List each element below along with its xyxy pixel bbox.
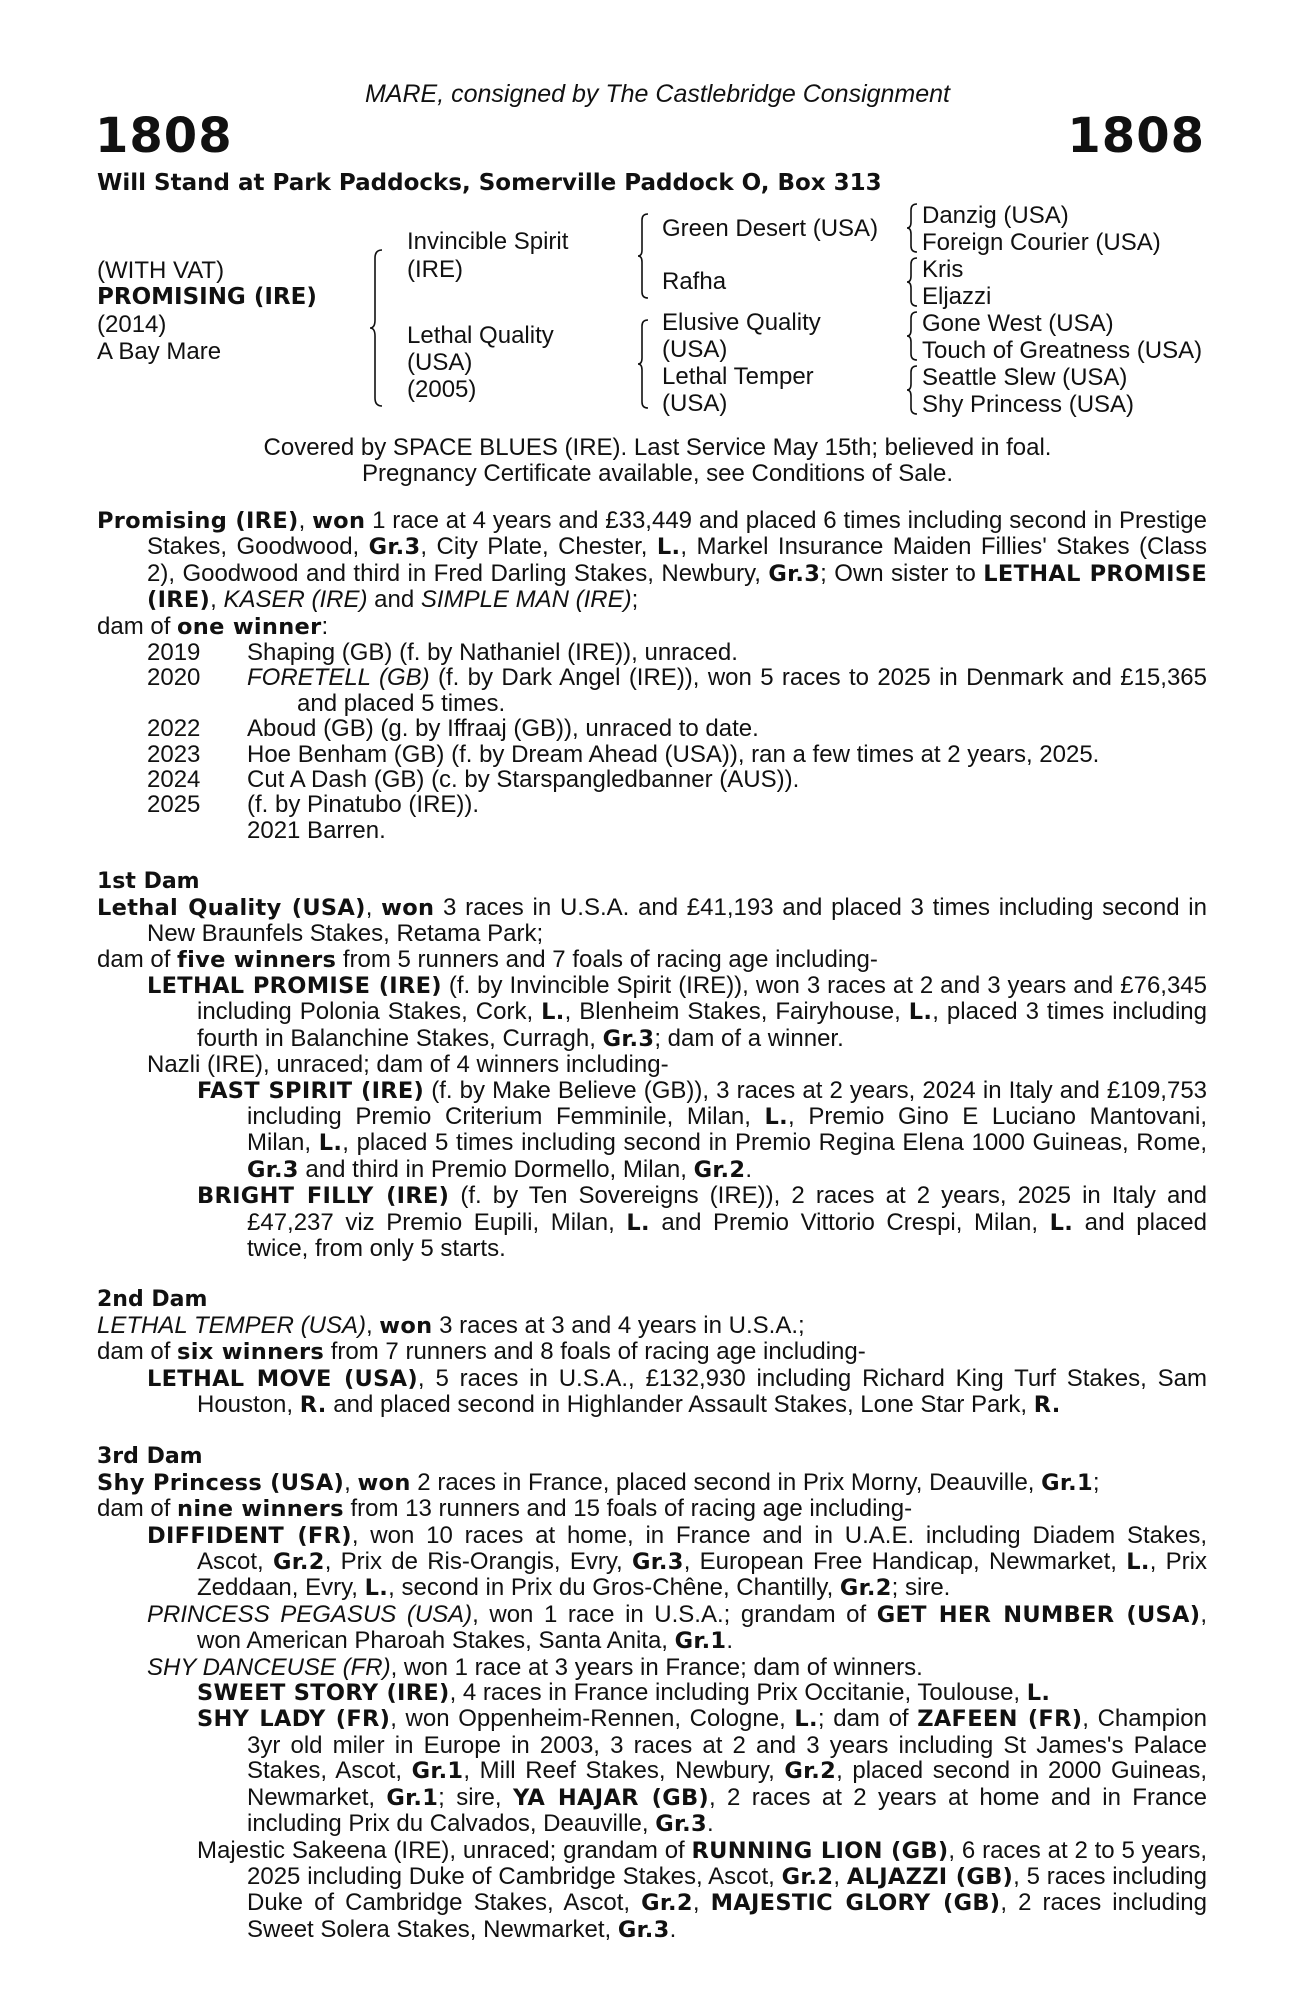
grand-produce: Majestic Sakeena (IRE), unraced; grandam of RUNNING LION (GB), 6 races at 2 to 5 years, 2025 including Duke of Cambridge Stakes, Ascot, Gr.2, ALJAZZI (GB), 5 races including Duke of Cambridge Stakes, Ascot, Gr.2, MAJESTIC GLORY (GB), 2 races including Sweet Solera Stakes, Newmarket, Gr.3. — [197, 1836, 1208, 1943]
mare-name-heading: Promising (IRE) — [97, 508, 299, 534]
produce-row: 2024 Cut A Dash (GB) (c. by Starspangledbanner (AUS)). — [147, 766, 800, 794]
brace-parents — [368, 248, 388, 408]
dam-sire: Elusive Quality — [662, 309, 821, 336]
produce-row: 2022 Aboud (GB) (g. by Iffraaj (GB)), unraced to date. — [147, 715, 759, 743]
third-dam-produce: SHY DANCEUSE (FR), won 1 race at 3 years in France; dam of winners. — [147, 1653, 923, 1681]
consignment-heading: MARE, consigned by The Castlebridge Consignment — [364, 80, 951, 108]
dam-sire-country: (USA) — [662, 336, 728, 363]
grand-produce: FAST SPIRIT (IRE) (f. by Make Believe (GB)), 3 races at 2 years, 2024 in Italy and £109,753 including Premio Criterium Femminile, Milan, L., Premio Gino E Luciano Mantovani, Milan, L., placed 5 times including second in Premio Regina Elena 1000 Guineas, Rome, Gr.3 and third in Premio Dormello, Milan, Gr.2. — [197, 1076, 1208, 1183]
brace-gen3-3 — [905, 310, 923, 362]
produce-row: 2020 FORETELL (GB) (f. by Dark Angel (IRE)), won 5 races to 2025 in Denmark and £15,365 and placed 5 times. — [147, 664, 1207, 717]
mare-description: A Bay Mare — [97, 338, 222, 365]
stand-location: Will Stand at Park Paddocks, Somerville Paddock O, Box 313 — [97, 170, 882, 196]
grand-produce: SHY LADY (FR), won Oppenheim-Rennen, Cologne, L.; dam of ZAFEEN (FR), Champion 3yr old miler in Europe in 2003, 3 races at 2 and 3 years including St James's Palace Stakes, Ascot, Gr.1, Mill Reef Stakes, Newbury, Gr.2, placed second in 2000 Guineas, Newmarket, Gr.1; sire, YA HAJAR (GB), 2 races at 2 years at home and in France including Prix du Calvados, Deauville, Gr.3. — [197, 1705, 1208, 1838]
gen3-dsd: Touch of Greatness (USA) — [922, 337, 1203, 364]
grand-produce: BRIGHT FILLY (IRE) (f. by Ten Sovereigns (IRE)), 2 races at 2 years, 2025 in Italy and £47,237 viz Premio Eupili, Milan, L. and Premio Vittorio Crespi, Milan, L. and placed twice, from only 5 starts. — [197, 1182, 1207, 1262]
sire-name: Invincible Spirit — [407, 228, 569, 255]
gen3-sds: Kris — [922, 256, 964, 283]
sire-country: (IRE) — [407, 256, 463, 283]
third-dam-heading: 3rd Dam — [97, 1444, 203, 1470]
dam-dam-country: (USA) — [662, 390, 728, 417]
gen3-sss: Danzig (USA) — [922, 202, 1069, 229]
brace-dam-line — [636, 318, 654, 410]
gen3-ssd: Foreign Courier (USA) — [922, 229, 1161, 256]
brace-gen3-1 — [905, 202, 923, 254]
grand-produce: SWEET STORY (IRE), 4 races in France including Prix Occitanie, Toulouse, L. — [197, 1679, 1051, 1707]
brace-gen3-2 — [905, 256, 923, 308]
first-dam-heading: 1st Dam — [97, 869, 200, 895]
mare-race-record: Promising (IRE), won 1 race at 4 years and £33,449 and placed 6 times including second in Prestige Stakes, Goodwood, Gr.3, City Plate, Chester, L., Markel Insurance Maiden Fillies' Stakes (Class 2), Goodwood and third in Fred Darling Stakes, Newbury, Gr.3; Own sister to LETHAL PROMISE (IRE), KASER (IRE) and SIMPLE MAN (IRE); — [97, 507, 1208, 614]
second-dam-produce: LETHAL MOVE (USA), 5 races in U.S.A., £132,930 including Richard King Turf Stakes, Sam Houston, R. and placed second in Highlander Assault Stakes, Lone Star Park, R. — [147, 1364, 1207, 1418]
third-dam-produce: DIFFIDENT (FR), won 10 races at home, in France and in U.A.E. including Diadem Stakes, Ascot, Gr.2, Prix de Ris-Orangis, Evry, Gr.3, European Free Handicap, Newmarket, L., Prix Zeddaan, Evry, L., second in Prix du Gros-Chêne, Chantilly, Gr.2; sire. — [147, 1521, 1208, 1602]
dam-name: Lethal Quality — [407, 322, 554, 349]
first-dam-produce: LETHAL PROMISE (IRE) (f. by Invincible Spirit (IRE)), won 3 races at 2 and 3 years and £76,345 including Polonia Stakes, Cork, L., Blenheim Stakes, Fairyhouse, L., placed 3 times including fourth in Balanchine Stakes, Curragh, Gr.3; dam of a winner. — [147, 971, 1207, 1052]
gen3-sdd: Eljazzi — [922, 283, 992, 310]
lot-number-right: 1808 — [1067, 108, 1205, 164]
pregnancy-note: Pregnancy Certificate available, see Conditions of Sale. — [362, 460, 953, 487]
first-dam-record: Lethal Quality (USA), won 3 races in U.S.A. and £41,193 and placed 3 times including second in New Braunfels Stakes, Retama Park; — [97, 893, 1207, 948]
barren-row: 2021 Barren. — [247, 816, 386, 844]
produce-row: 2025 (f. by Pinatubo (IRE)). — [147, 791, 480, 819]
gen3-dds: Seattle Slew (USA) — [922, 364, 1128, 391]
second-dam-heading: 2nd Dam — [97, 1287, 208, 1313]
brace-gen3-4 — [905, 364, 923, 416]
dam-dam: Lethal Temper — [662, 363, 814, 390]
first-dam-produce: Nazli (IRE), unraced; dam of 4 winners including- — [147, 1051, 669, 1079]
covering-note: Covered by SPACE BLUES (IRE). Last Service May 15th; believed in foal. — [263, 434, 1052, 461]
produce-row: 2023 Hoe Benham (GB) (f. by Dream Ahead (USA)), ran a few times at 2 years, 2025. — [147, 740, 1100, 768]
vat-note: (WITH VAT) — [97, 257, 225, 284]
mare-name: PROMISING (IRE) — [97, 284, 317, 310]
third-dam-of: dam of nine winners from 13 runners and 15 foals of racing age including- — [97, 1495, 913, 1523]
second-dam-record: LETHAL TEMPER (USA), won 3 races at 3 and 4 years in U.S.A.; — [97, 1311, 805, 1339]
first-dam-of: dam of five winners from 5 runners and 7 foals of racing age including- — [97, 945, 878, 973]
produce-list — [97, 640, 1207, 843]
gen3-dss: Gone West (USA) — [922, 310, 1114, 337]
sire-sire: Green Desert (USA) — [662, 215, 879, 242]
mare-year: (2014) — [97, 311, 167, 338]
brace-sire-line — [636, 212, 654, 300]
third-dam-produce: PRINCESS PEGASUS (USA), won 1 race in U.S.A.; grandam of GET HER NUMBER (USA), won American Pharoah Stakes, Santa Anita, Gr.1. — [147, 1600, 1207, 1655]
produce-record — [97, 508, 1207, 1943]
lot-number-left: 1808 — [95, 108, 233, 164]
second-dam-of: dam of six winners from 7 runners and 8 foals of racing age including- — [97, 1338, 866, 1366]
produce-row: 2019 Shaping (GB) (f. by Nathaniel (IRE)), unraced. — [147, 639, 738, 667]
sibling-name: KASER (IRE) — [223, 586, 368, 614]
third-dam-record: Shy Princess (USA), won 2 races in France, placed second in Prix Morny, Deauville, Gr.1; — [97, 1468, 1100, 1496]
mare-dam-of: dam of one winner: — [97, 612, 329, 640]
sibling-name: LETHAL PROMISE (IRE) — [147, 560, 1207, 614]
gen3-ddd: Shy Princess (USA) — [922, 391, 1135, 418]
sire-dam: Rafha — [662, 268, 727, 295]
dam-year: (2005) — [407, 376, 477, 403]
sibling-name: SIMPLE MAN (IRE) — [420, 586, 632, 614]
dam-country: (USA) — [407, 349, 473, 376]
